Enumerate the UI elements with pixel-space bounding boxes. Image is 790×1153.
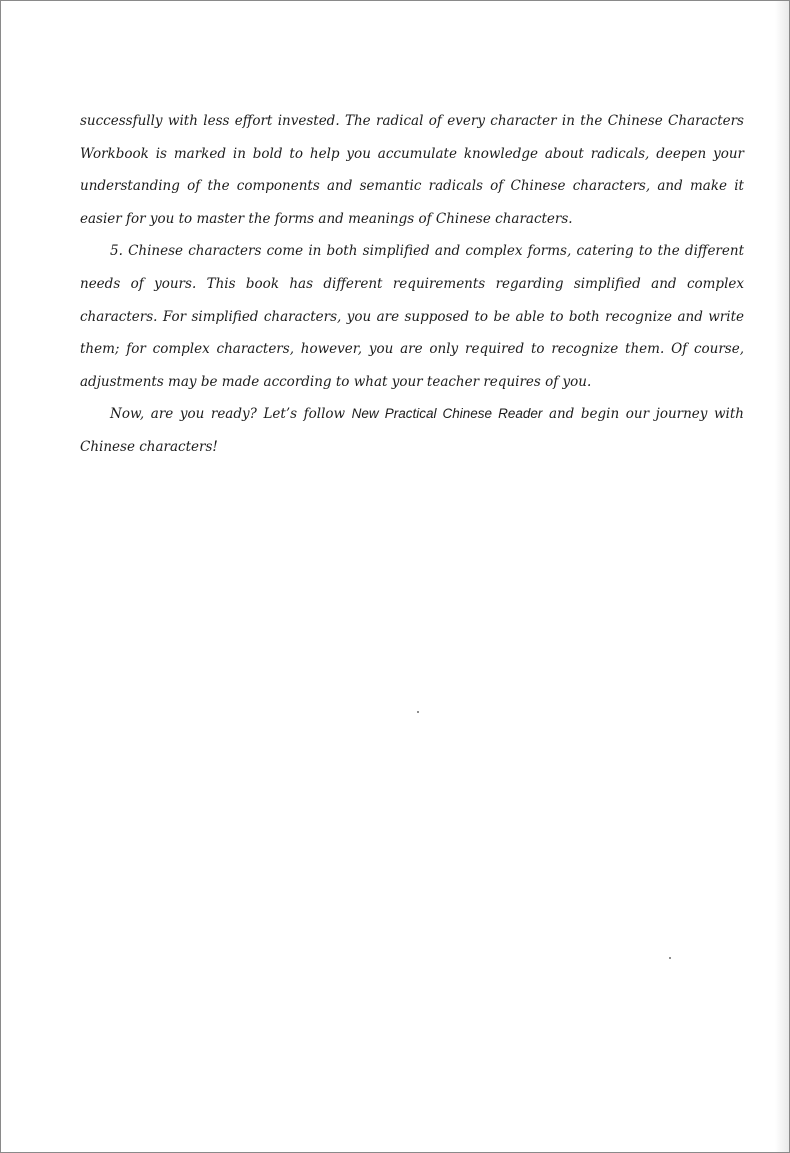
book-title: New Practical Chinese Reader <box>351 406 543 422</box>
paragraph-closing <box>80 398 744 463</box>
paragraph-item-5: 5. Chinese characters come in both simplified and complex forms, catering to the different needs of yours. This book has different requirements regarding simplified and complex characters. For simplified characters, you are supposed to be able to both recognize and write them; for complex characters, however, you are only required to recognize them. Of course, adjustments may be made according to what your teacher requires of you. <box>80 243 744 390</box>
closing-text-start: Now, are you ready? Let’s follow <box>110 406 352 423</box>
scan-speck <box>417 711 419 713</box>
closing-text-end: and begin our journey with Chinese characters! <box>80 406 744 455</box>
scan-speck <box>669 957 671 959</box>
paragraph-continuation: successfully with less effort invested. The radical of every character in the Chinese Characters Workbook is marked in bold to help you accumulate knowledge about radicals, deepen your understanding of the components and semantic radicals of Chinese characters, and make it easier for you to master the forms and meanings of Chinese characters. <box>80 113 744 227</box>
page-edge-shadow <box>775 1 789 1152</box>
body-text <box>80 105 744 464</box>
